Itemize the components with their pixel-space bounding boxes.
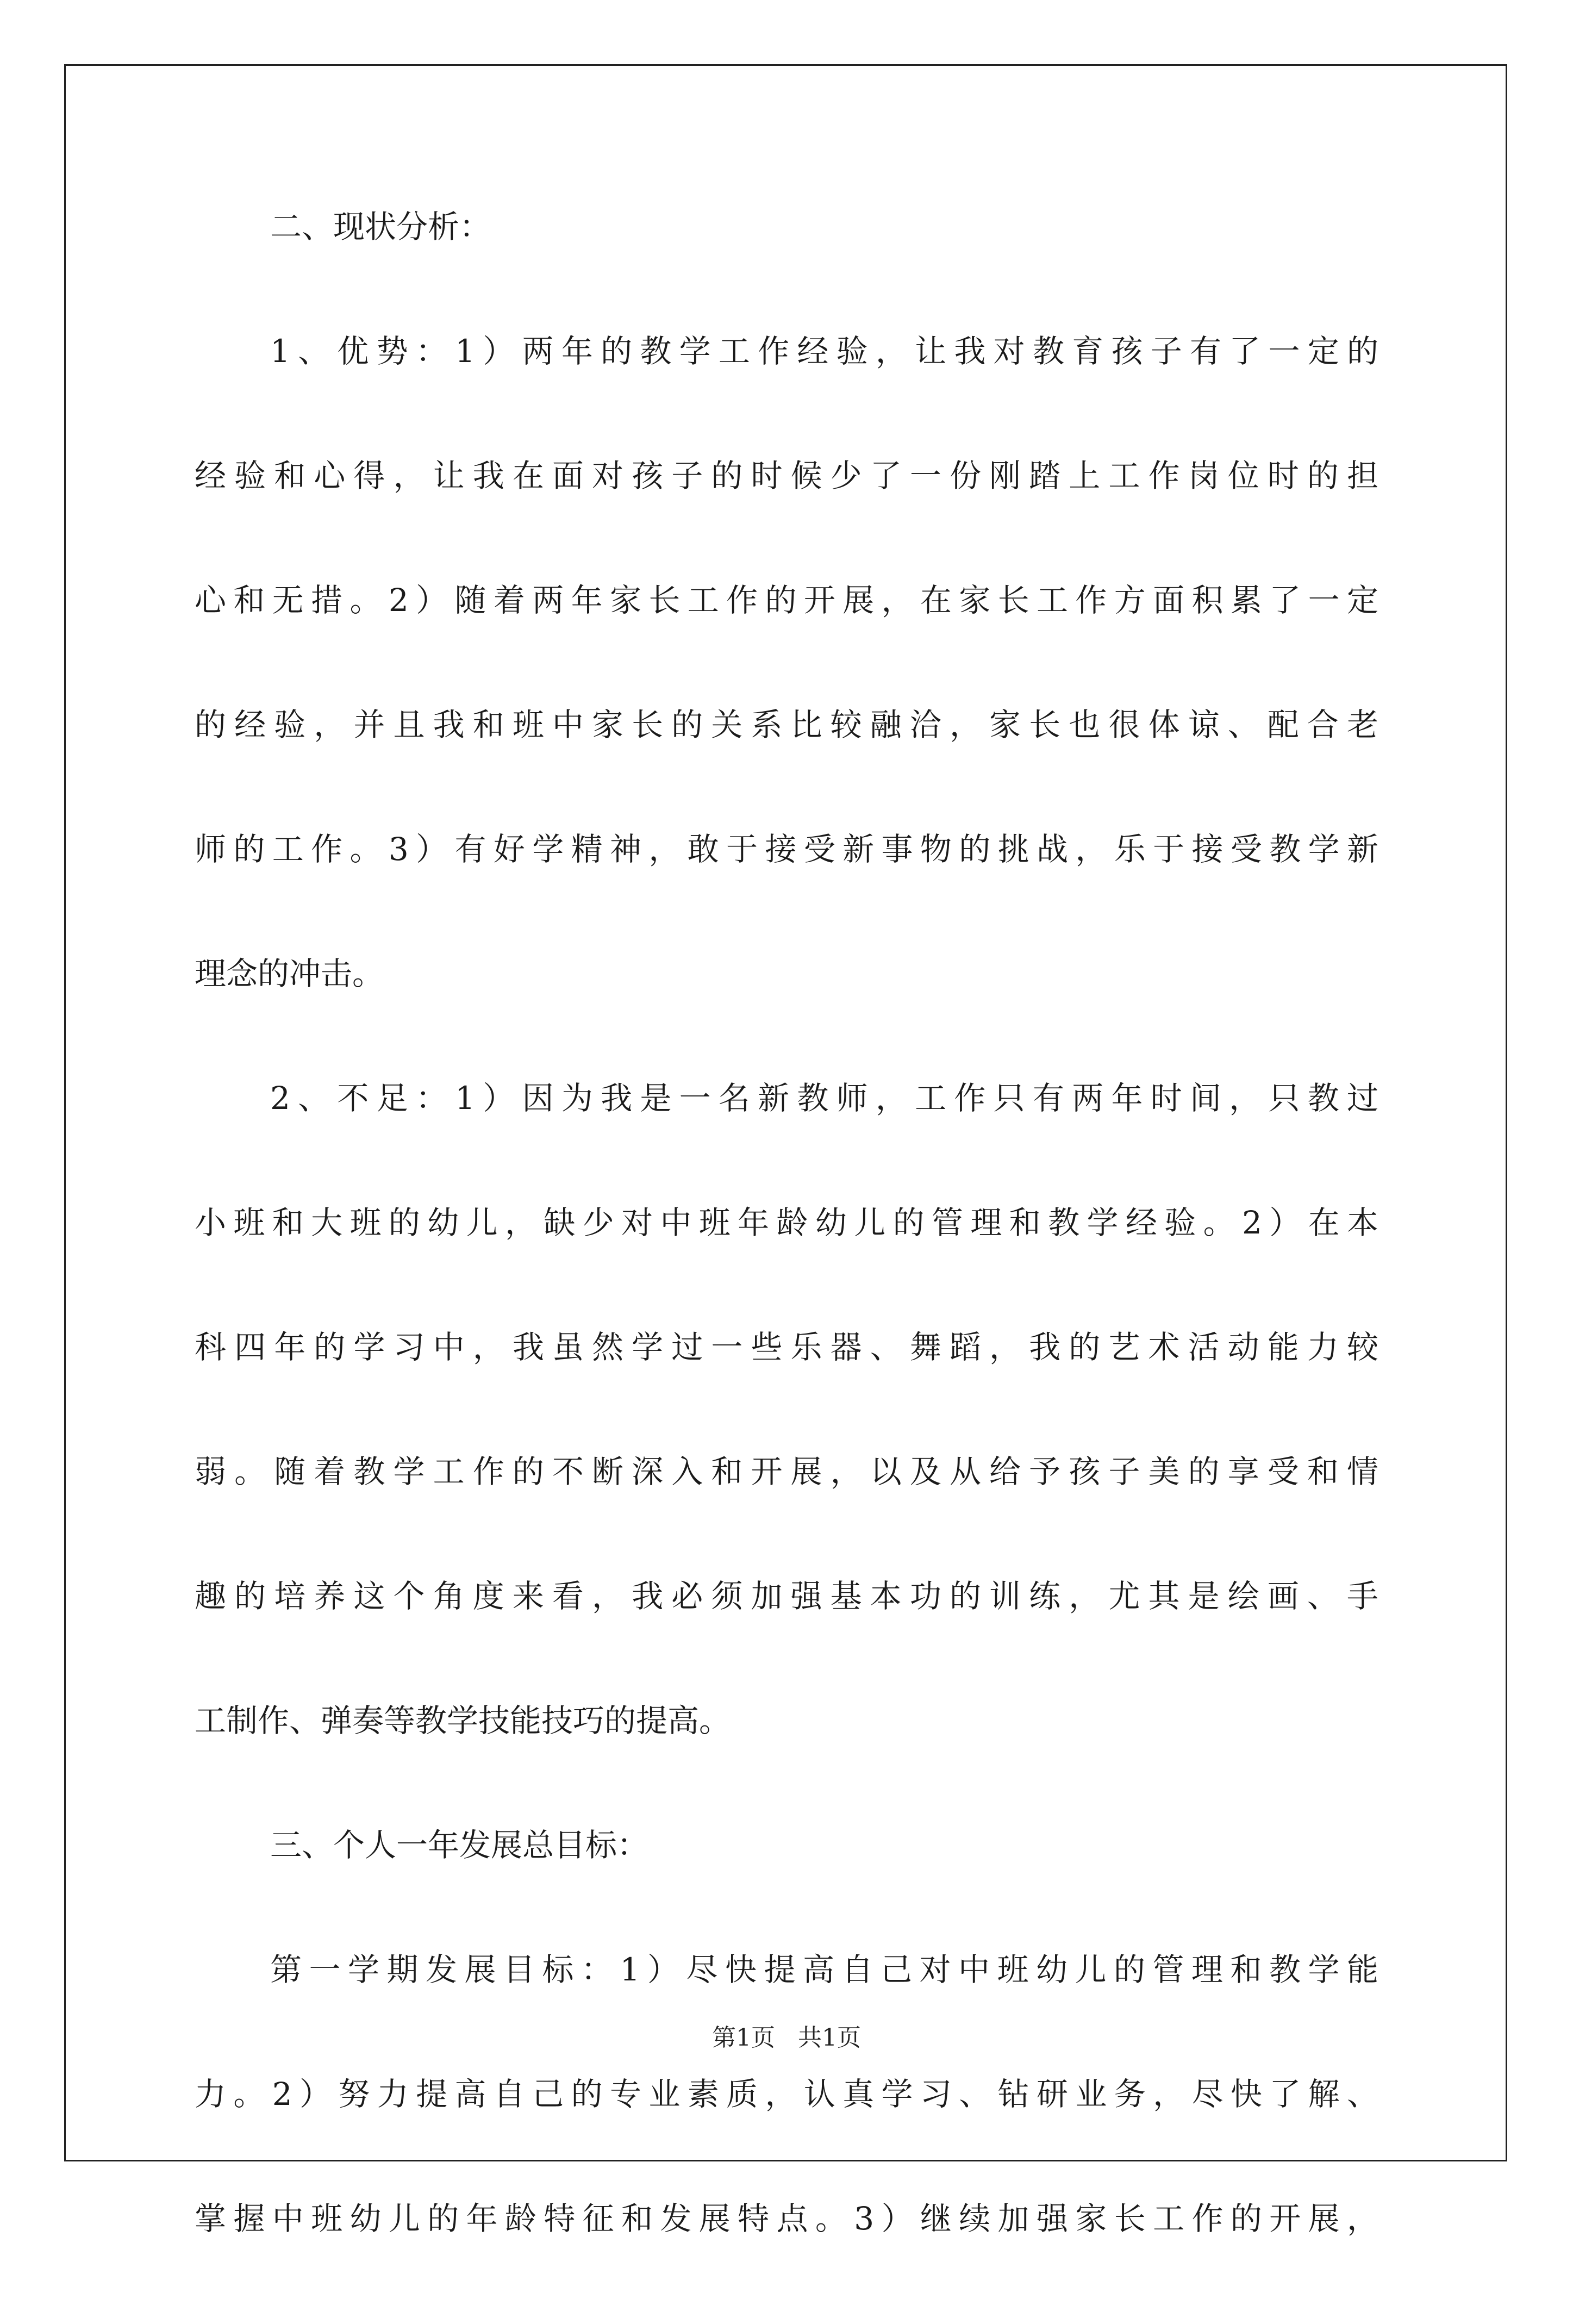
paragraph-line: 掌握中班幼儿的年龄特征和发展特点。3）继续加强家长工作的开展， bbox=[195, 2200, 1378, 2237]
paragraph-line: 工制作、弹奏等教学技能技巧的提高。 bbox=[195, 1702, 731, 1739]
paragraph-line: 趣的培养这个角度来看，我必须加强基本功的训练，尤其是绘画、手 bbox=[195, 1578, 1378, 1615]
document-body bbox=[195, 208, 1378, 2324]
paragraph-line: 力。2）努力提高自己的专业素质，认真学习、钻研业务，尽快了解、 bbox=[195, 2076, 1378, 2113]
paragraph-line: 的经验，并且我和班中家长的关系比较融洽，家长也很体谅、配合老 bbox=[195, 706, 1378, 743]
paragraph-line: 2、不足：1）因为我是一名新教师，工作只有两年时间，只教过 bbox=[270, 1080, 1378, 1117]
paragraph-line: 师的工作。3）有好学精神，敢于接受新事物的挑战，乐于接受教学新 bbox=[195, 831, 1378, 868]
paragraph-line: 第一学期发展目标：1）尽快提高自己对中班幼儿的管理和教学能 bbox=[270, 1951, 1378, 1988]
paragraph-line: 经验和心得，让我在面对孩子的时候少了一份刚踏上工作岗位时的担 bbox=[195, 457, 1378, 494]
paragraph-line: 小班和大班的幼儿，缺少对中班年龄幼儿的管理和教学经验。2）在本 bbox=[195, 1204, 1378, 1241]
section-heading: 二、现状分析： bbox=[270, 208, 491, 245]
paragraph-line: 科四年的学习中，我虽然学过一些乐器、舞蹈，我的艺术活动能力较 bbox=[195, 1329, 1378, 1366]
paragraph-line: 心和无措。2）随着两年家长工作的开展，在家长工作方面积累了一定 bbox=[195, 582, 1378, 619]
paragraph-line: 1、优势：1）两年的教学工作经验，让我对教育孩子有了一定的 bbox=[270, 333, 1378, 370]
paragraph-line: 理念的冲击。 bbox=[195, 955, 384, 992]
section-heading: 三、个人一年发展总目标： bbox=[270, 1827, 649, 1864]
paragraph-line: 弱。随着教学工作的不断深入和开展，以及从给予孩子美的享受和情 bbox=[195, 1453, 1378, 1490]
page-footer: 第1页 共1页 bbox=[712, 2024, 861, 2052]
